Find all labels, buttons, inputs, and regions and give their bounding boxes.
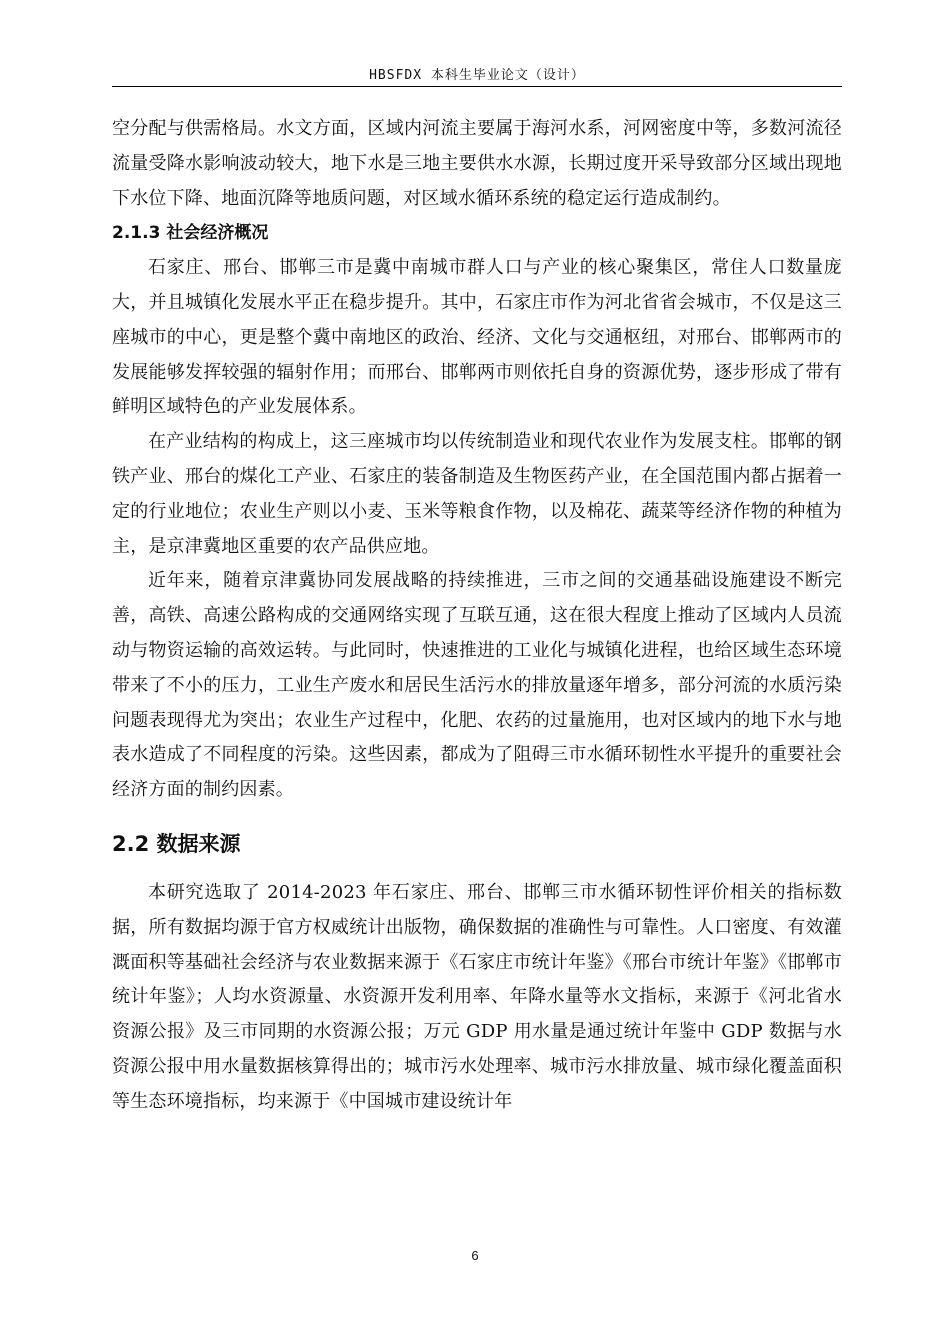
page-body bbox=[112, 112, 842, 1120]
section-heading-2-2: 2.2 数据来源 bbox=[112, 831, 241, 856]
paragraph-data-source: 本研究选取了 2014-2023 年石家庄、邢台、邯郸三市水循环韧性评价相关的指标数据，所有数据均源于官方权威统计出版物，确保数据的准确性与可靠性。人口密度、有效灌溉面积等基础社会经济与农业数据来源于《石家庄市统计年鉴》《邢台市统计年鉴》《邯郸市统计年鉴》；人均水资源量、水资源开发利用率、年降水量等水文指标，来源于《河北省水资源公报》及三市同期的水资源公报；万元 GDP 用水量是通过统计年鉴中 GDP 数据与水资源公报中用水量数据核算得出的；城市污水处理率、城市污水排放量、城市绿化覆盖面积等生态环境指标，均来源于《中国城市建设统计年 bbox=[112, 881, 842, 1112]
paragraph-social-3: 近年来，随着京津冀协同发展战略的持续推进，三市之间的交通基础设施建设不断完善，高铁、高速公路构成的交通网络实现了互联互通，这在很大程度上推动了区域内人员流动与物资运输的高效运转。与此同时，快速推进的工业化与城镇化进程，也给区域生态环境带来了不小的压力，工业生产废水和居民生活污水的排放量逐年增多，部分河流的水质污染问题表现得尤为突出；农业生产过程中，化肥、农药的过量施用，也对区域内的地下水与地表水造成了不同程度的污染。这些因素，都成为了阻碍三市水循环韧性水平提升的重要社会经济方面的制约因素。 bbox=[112, 570, 842, 801]
header-rule bbox=[112, 86, 842, 87]
paragraph-social-1: 石家庄、邢台、邯郸三市是冀中南城市群人口与产业的核心聚集区，常住人口数量庞大，并且城镇化发展水平正在稳步提升。其中，石家庄市作为河北省省会城市，不仅是这三座城市的中心，更是整个冀中南地区的政治、经济、文化与交通枢纽，对邢台、邯郸两市的发展能够发挥较强的辐射作用；而邢台、邯郸两市则依托自身的资源优势，逐步形成了带有鲜明区域特色的产业发展体系。 bbox=[112, 257, 842, 418]
section-heading-2-1-3: 2.1.3 社会经济概况 bbox=[112, 223, 269, 244]
paragraph-social-2: 在产业结构的构成上，这三座城市均以传统制造业和现代农业作为发展支柱。邯郸的钢铁产业、邢台的煤化工产业、石家庄的装备制造及生物医药产业，在全国范围内都占据着一定的行业地位；农业生产则以小麦、玉米等粮食作物，以及棉花、蔬菜等经济作物的种植为主，是京津冀地区重要的农产品供应地。 bbox=[112, 431, 842, 557]
paragraph-continued: 空分配与供需格局。水文方面，区域内河流主要属于海河水系，河网密度中等，多数河流径流量受降水影响波动较大，地下水是三地主要供水水源，长期过度开采导致部分区域出现地下水位下降、地面沉降等地质问题，对区域水循环系统的稳定运行造成制约。 bbox=[112, 118, 842, 209]
running-header: HBSFDX 本科生毕业论文（设计） bbox=[369, 68, 585, 83]
page-number: 6 bbox=[471, 1248, 479, 1263]
